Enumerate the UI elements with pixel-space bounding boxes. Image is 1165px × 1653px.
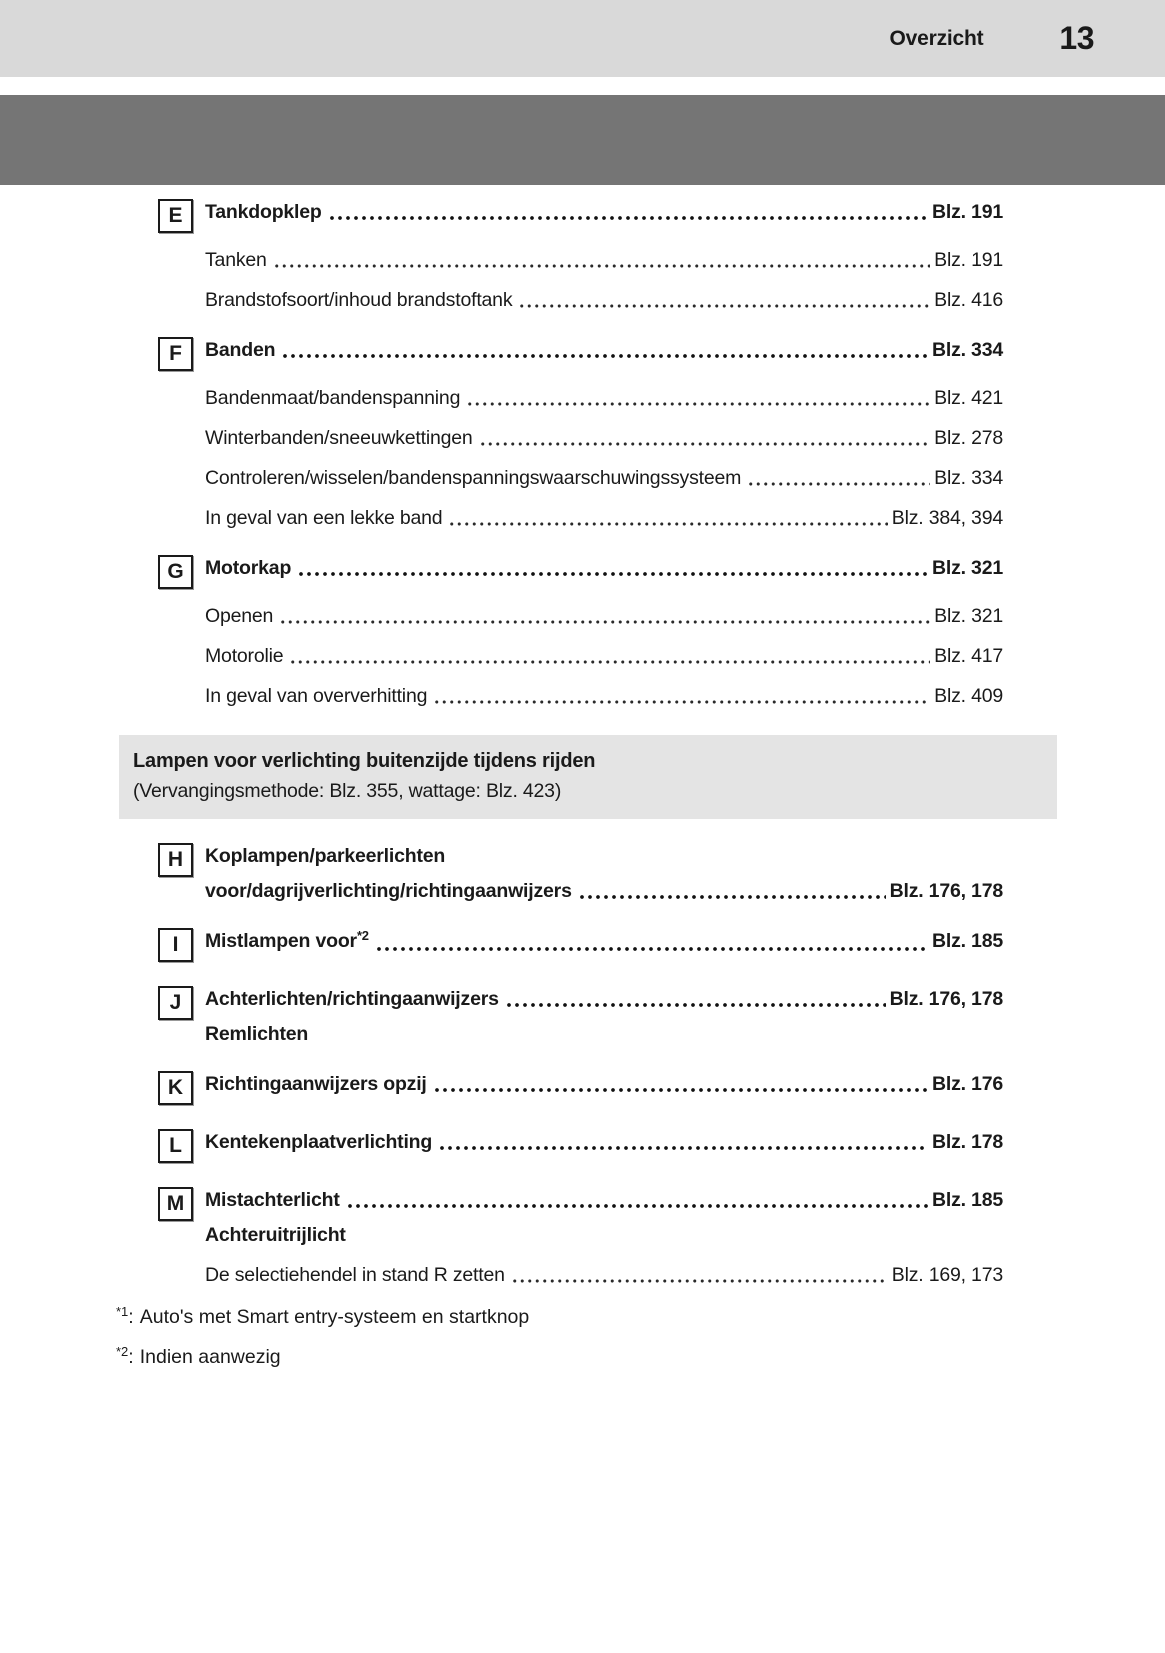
subitem-title: Brandstofsoort/inhoud brandstoftank	[205, 289, 513, 311]
entry-letter-badge-i: I	[158, 928, 193, 962]
toc-subitem	[158, 683, 1003, 709]
toc-entry-l	[158, 1129, 1003, 1163]
footnote-marker-ref: *2	[356, 928, 369, 943]
dot-leader	[297, 571, 928, 577]
toc-entry-j	[158, 986, 1003, 1047]
header-page-number: 13	[1059, 20, 1094, 56]
entry-title: Mistachterlicht	[205, 1189, 340, 1211]
entry-page-ref: Blz. 176, 178	[889, 988, 1003, 1010]
toc-subitem	[158, 385, 1003, 411]
footnote-text: Indien aanwezig	[139, 1346, 281, 1368]
toc-entry-m	[158, 1187, 1003, 1248]
footnote-separator: :	[128, 1346, 134, 1368]
dot-leader	[466, 401, 930, 407]
entry-title-line2: voor/dagrijverlichting/richtingaanwijzers	[205, 880, 572, 902]
subitem-page-ref: Blz. 278	[934, 427, 1003, 449]
subitem-title: De selectiehendel in stand R zetten	[205, 1264, 505, 1286]
dot-leader	[433, 1087, 928, 1093]
footnote-marker: *2	[116, 1344, 129, 1359]
subitem-title: Controleren/wisselen/bandenspanningswaarschuwingssysteem	[205, 467, 742, 489]
dot-leader	[578, 894, 886, 900]
entry-page-ref: Blz. 178	[931, 1131, 1003, 1153]
subitem-page-ref: Blz. 417	[934, 645, 1003, 667]
subitem-title: Motorolie	[205, 645, 284, 667]
note-box-title: Lampen voor verlichting buitenzijde tijdens rijden	[133, 750, 596, 772]
dot-leader	[747, 481, 930, 487]
entry-page-ref: Blz. 334	[931, 339, 1003, 361]
toc-subitem	[158, 643, 1003, 669]
entry-letter-badge-j: J	[158, 986, 193, 1020]
dot-leader	[433, 699, 930, 705]
entry-page-ref: Blz. 176, 178	[889, 880, 1003, 902]
dot-leader	[448, 521, 887, 527]
subitem-page-ref: Blz. 384, 394	[891, 507, 1003, 529]
subitem-page-ref: Blz. 421	[934, 387, 1003, 409]
subitem-title: Tanken	[205, 249, 267, 271]
entry-title-line1: Koplampen/parkeerlichten	[205, 845, 446, 867]
entry-letter-badge-l: L	[158, 1129, 193, 1163]
toc-entry-f	[158, 337, 1003, 371]
dot-leader	[505, 1002, 886, 1008]
entry-page-ref: Blz. 185	[931, 1189, 1003, 1211]
footnote-1	[116, 1304, 1003, 1332]
entry-letter-badge-e: E	[158, 199, 193, 233]
footnote-marker: *1	[116, 1304, 129, 1319]
entry-extra-line: Remlichten	[205, 1023, 309, 1045]
entry-letter-badge-g: G	[158, 555, 193, 589]
dot-leader	[438, 1145, 928, 1151]
entry-page-ref: Blz. 191	[931, 201, 1003, 223]
entry-title: Banden	[205, 339, 276, 361]
entry-title: Tankdopklep	[205, 201, 322, 223]
subitem-page-ref: Blz. 416	[934, 289, 1003, 311]
toc-subitem	[158, 425, 1003, 451]
page-header-bar	[0, 0, 1165, 77]
toc-subitem	[158, 247, 1003, 273]
subitem-title: Bandenmaat/bandenspanning	[205, 387, 461, 409]
entry-title: Achterlichten/richtingaanwijzers	[205, 988, 499, 1010]
subitem-title: Winterbanden/sneeuwkettingen	[205, 427, 473, 449]
footnote-text: Auto's met Smart entry-systeem en startknop	[139, 1306, 530, 1328]
subitem-page-ref: Blz. 334	[934, 467, 1003, 489]
dot-leader	[375, 946, 928, 952]
subitem-page-ref: Blz. 191	[934, 249, 1003, 271]
dot-leader	[479, 441, 931, 447]
entry-letter-badge-k: K	[158, 1071, 193, 1105]
footnote-2	[116, 1344, 1003, 1372]
entry-title: Motorkap	[205, 557, 292, 579]
entry-page-ref: Blz. 176	[931, 1073, 1003, 1095]
toc-subitem	[158, 287, 1003, 313]
toc-subitem	[158, 505, 1003, 531]
dot-leader	[273, 263, 930, 269]
toc-content	[0, 185, 1165, 1372]
dot-leader	[346, 1203, 928, 1209]
cropped-illustration-banner	[0, 95, 1165, 185]
dot-leader	[289, 659, 930, 665]
exterior-lights-note-box	[119, 735, 1057, 819]
entry-page-ref: Blz. 321	[931, 557, 1003, 579]
subitem-page-ref: Blz. 321	[934, 605, 1003, 627]
subitem-title: Openen	[205, 605, 274, 627]
entry-title: Kentekenplaatverlichting	[205, 1131, 433, 1153]
dot-leader	[518, 303, 930, 309]
subitem-title: In geval van een lekke band	[205, 507, 443, 529]
subitem-page-ref: Blz. 409	[934, 685, 1003, 707]
toc-entry-g	[158, 555, 1003, 589]
header-section-label: Overzicht	[889, 26, 984, 50]
toc-subitem	[158, 603, 1003, 629]
toc-entry-k	[158, 1071, 1003, 1105]
footnotes	[116, 1304, 1003, 1372]
toc-entry-i	[158, 928, 1003, 962]
entry-letter-badge-h: H	[158, 843, 193, 877]
note-box-subtitle: (Vervangingsmethode: Blz. 355, wattage: Blz. 423)	[133, 780, 562, 802]
dot-leader	[328, 215, 928, 221]
entry-title: Richtingaanwijzers opzij	[205, 1073, 427, 1095]
toc-entry-h	[158, 843, 1003, 904]
toc-subitem	[158, 465, 1003, 491]
entry-extra-line: Achteruitrijlicht	[205, 1224, 346, 1246]
toc-subitem	[158, 1262, 1003, 1288]
entry-title: Mistlampen voor	[205, 930, 357, 952]
entry-letter-badge-m: M	[158, 1187, 193, 1221]
footnote-separator: :	[128, 1306, 134, 1328]
dot-leader	[281, 353, 928, 359]
dot-leader	[279, 619, 930, 625]
toc-entry-e	[158, 199, 1003, 233]
subitem-page-ref: Blz. 169, 173	[891, 1264, 1003, 1286]
entry-page-ref: Blz. 185	[931, 930, 1003, 952]
entry-letter-badge-f: F	[158, 337, 193, 371]
dot-leader	[511, 1278, 888, 1284]
subitem-title: In geval van oververhitting	[205, 685, 428, 707]
